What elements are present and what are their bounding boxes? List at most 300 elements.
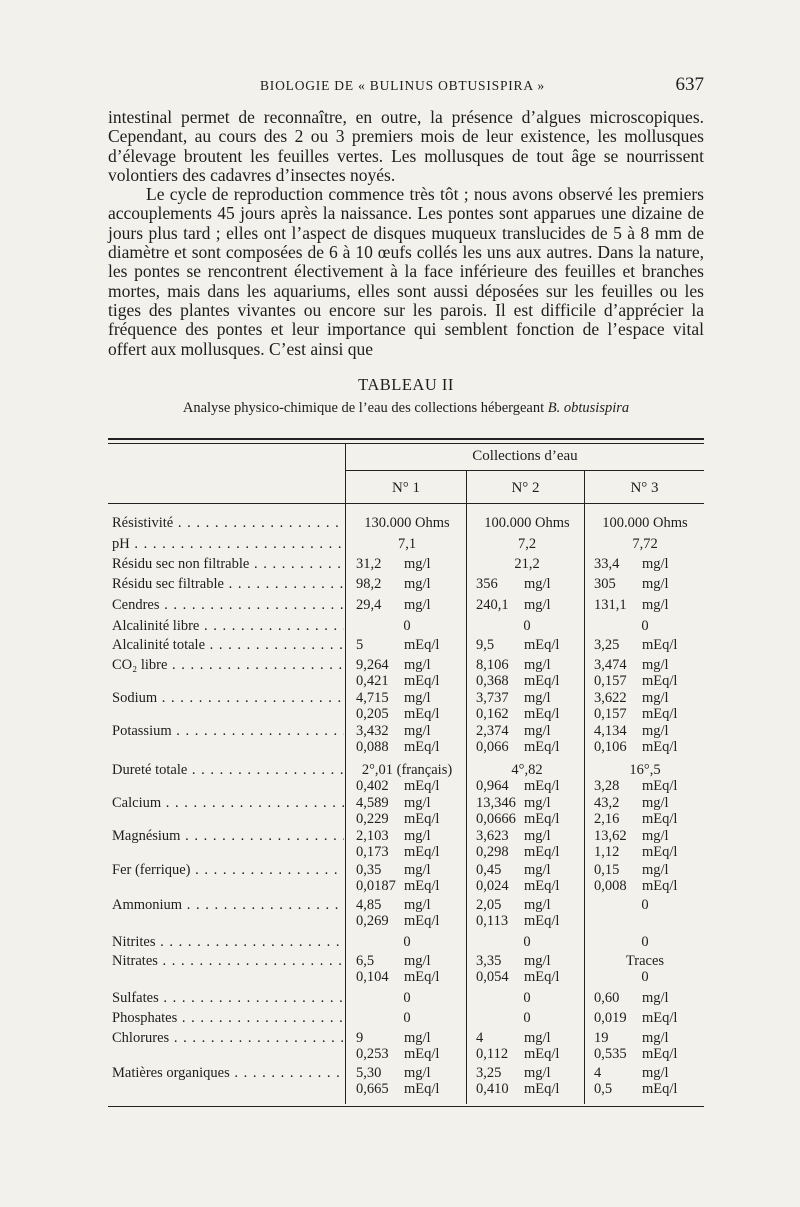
- cell-value: 2,103: [356, 828, 389, 844]
- cell-value: 0,104: [356, 969, 389, 985]
- cell-text: 7,72: [632, 536, 658, 552]
- cell-unit: mg/l: [524, 1030, 551, 1046]
- cell-line: [468, 1081, 586, 1097]
- cell-unit: mg/l: [642, 597, 669, 613]
- row-label: Résidu sec non filtrable . . .: [112, 556, 344, 572]
- row-label: Matières organiques . . .: [112, 1065, 344, 1081]
- table-cell: [586, 762, 704, 794]
- cell-line: [586, 862, 704, 878]
- cell-line: [468, 878, 586, 894]
- cell-value: 0,298: [476, 844, 509, 860]
- cell-line: [586, 739, 704, 755]
- table-cell: [348, 990, 466, 1006]
- cell-unit: mg/l: [642, 657, 669, 673]
- table-cell: [348, 536, 466, 552]
- cell-unit: mg/l: [524, 690, 551, 706]
- table-cell: [348, 934, 466, 950]
- table-cell: [468, 862, 586, 894]
- cell-text: 0: [403, 618, 411, 634]
- table-cell: [348, 762, 466, 794]
- cell-value: 0,253: [356, 1046, 389, 1062]
- table-cell: [468, 723, 586, 755]
- table-cell: [468, 618, 586, 634]
- table-caption-species: B. obtusispira: [547, 400, 630, 416]
- cell-value: 3,25: [594, 637, 620, 653]
- table-cell: [348, 1065, 466, 1097]
- column-divider-2: [466, 471, 467, 1104]
- cell-unit: mEq/l: [642, 878, 678, 894]
- row-label: Magnésium . . .: [112, 828, 344, 844]
- cell-line: [348, 778, 466, 794]
- cell-unit: mg/l: [642, 828, 669, 844]
- cell-unit: mEq/l: [404, 637, 440, 653]
- table-cell: [468, 576, 586, 592]
- cell-unit: mEq/l: [524, 811, 560, 827]
- cell-value: 4,715: [356, 690, 389, 706]
- cell-unit: mg/l: [642, 1065, 669, 1081]
- cell-line: [348, 723, 466, 739]
- cell-unit: mEq/l: [404, 739, 440, 755]
- cell-line: [586, 576, 704, 592]
- cell-unit: mEq/l: [524, 637, 560, 653]
- table-cell: [468, 657, 586, 689]
- cell-value: 305: [594, 576, 616, 592]
- table-cell: [348, 862, 466, 894]
- row-label: Calcium . . .: [112, 795, 344, 811]
- table-caption: [108, 400, 704, 417]
- cell-unit: mg/l: [524, 795, 551, 811]
- table-top-rule-thick: [108, 438, 704, 440]
- table-cell: [586, 1030, 704, 1062]
- table-cell: [586, 536, 704, 552]
- cell-line: [586, 597, 704, 613]
- cell-value: 13,346: [476, 795, 516, 811]
- cell-value: 0,410: [476, 1081, 509, 1097]
- cell-unit: mg/l: [642, 556, 669, 572]
- cell-line: [586, 990, 704, 1006]
- cell-unit: mg/l: [404, 862, 431, 878]
- cell-unit: mEq/l: [642, 706, 678, 722]
- cell-line: [348, 576, 466, 592]
- cell-unit: mEq/l: [524, 1046, 560, 1062]
- cell-value: 0,112: [476, 1046, 509, 1062]
- table-cell: [586, 1065, 704, 1097]
- cell-unit: mEq/l: [404, 1081, 440, 1097]
- row-label: Phosphates . . .: [112, 1010, 344, 1026]
- cell-unit: mEq/l: [404, 878, 440, 894]
- table-cell: [348, 795, 466, 827]
- cell-line: [586, 1010, 704, 1026]
- table-cell: [468, 1010, 586, 1026]
- cell-value: 19: [594, 1030, 609, 1046]
- cell-unit: mg/l: [404, 597, 431, 613]
- table-cell: [586, 597, 704, 613]
- cell-value: 0,0666: [476, 811, 516, 827]
- table-cell: [468, 990, 586, 1006]
- table-cell: [468, 597, 586, 613]
- cell-unit: mg/l: [404, 556, 431, 572]
- cell-value: 0,019: [594, 1010, 627, 1026]
- cell-value: 9,264: [356, 657, 389, 673]
- table-cell: [348, 828, 466, 860]
- cell-value: 13,62: [594, 828, 627, 844]
- cell-unit: mg/l: [524, 657, 551, 673]
- cell-line: [468, 576, 586, 592]
- cell-value: 240,1: [476, 597, 509, 613]
- cell-unit: mg/l: [404, 897, 431, 913]
- cell-unit: mg/l: [524, 862, 551, 878]
- cell-unit: mEq/l: [642, 778, 678, 794]
- row-label: Cendres . . .: [112, 597, 344, 613]
- cell-text: 0: [403, 934, 411, 950]
- cell-unit: mg/l: [524, 597, 551, 613]
- cell-value: 4,134: [594, 723, 627, 739]
- table-cell: [468, 556, 586, 572]
- table-cell: [468, 795, 586, 827]
- running-title: BIOLOGIE DE « BULINUS OBTUSISPIRA »: [260, 78, 545, 93]
- table-cell: [586, 828, 704, 860]
- cell-text: Traces: [625, 953, 665, 969]
- cell-text: 0: [403, 1010, 411, 1026]
- running-head: [108, 74, 704, 98]
- column-header-1: N° 1: [391, 480, 421, 496]
- cell-text: 7,1: [397, 536, 417, 552]
- cell-value: 0,421: [356, 673, 389, 689]
- table-cell: [348, 953, 466, 985]
- cell-line: [468, 862, 586, 878]
- cell-line: [468, 1046, 586, 1062]
- cell-unit: mEq/l: [642, 673, 678, 689]
- cell-text: 100.000 Ohms: [484, 515, 570, 531]
- cell-line: [348, 862, 466, 878]
- cell-line: [348, 828, 466, 844]
- cell-value: 0,157: [594, 706, 627, 722]
- cell-line: [348, 706, 466, 722]
- cell-value: 0,229: [356, 811, 389, 827]
- table-cell: [348, 897, 466, 929]
- cell-value: 5: [356, 637, 364, 653]
- cell-unit: mEq/l: [524, 1081, 560, 1097]
- table-cell: [468, 1030, 586, 1062]
- cell-value: 0,45: [476, 862, 502, 878]
- cell-value: 3,35: [476, 953, 502, 969]
- row-label: CO₂ libre . . .: [112, 657, 344, 673]
- cell-value: 131,1: [594, 597, 627, 613]
- cell-line: [468, 637, 586, 653]
- row-label: Alcalinité totale . . .: [112, 637, 344, 653]
- cell-unit: mEq/l: [404, 913, 440, 929]
- cell-line: [348, 897, 466, 913]
- cell-value: 1,12: [594, 844, 620, 860]
- cell-value: 0,15: [594, 862, 620, 878]
- cell-value: 29,4: [356, 597, 382, 613]
- cell-unit: mg/l: [642, 576, 669, 592]
- cell-unit: mEq/l: [524, 778, 560, 794]
- cell-unit: mg/l: [524, 1065, 551, 1081]
- cell-line: [468, 778, 586, 794]
- cell-value: 0,35: [356, 862, 382, 878]
- table-cell: [586, 618, 704, 634]
- cell-unit: mg/l: [404, 1065, 431, 1081]
- cell-line: [586, 795, 704, 811]
- cell-value: 2,05: [476, 897, 502, 913]
- cell-value: 0,60: [594, 990, 620, 1006]
- cell-unit: mg/l: [404, 723, 431, 739]
- cell-text: 0: [523, 1010, 531, 1026]
- cell-value: 4: [594, 1065, 602, 1081]
- row-label: Résidu sec filtrable . . .: [112, 576, 344, 592]
- cell-value: 5,30: [356, 1065, 382, 1081]
- cell-unit: mEq/l: [524, 673, 560, 689]
- cell-line: [468, 690, 586, 706]
- row-label: Nitrates . . .: [112, 953, 344, 969]
- cell-value: 9,5: [476, 637, 495, 653]
- cell-unit: mEq/l: [524, 969, 560, 985]
- cell-value: 4,85: [356, 897, 382, 913]
- cell-value: 0,205: [356, 706, 389, 722]
- cell-line: [468, 897, 586, 913]
- cell-unit: mEq/l: [404, 706, 440, 722]
- table-cell: [468, 762, 586, 794]
- cell-unit: mEq/l: [404, 844, 440, 860]
- cell-value: 3,28: [594, 778, 620, 794]
- cell-line: [348, 795, 466, 811]
- cell-value: 0,162: [476, 706, 509, 722]
- cell-line: [586, 706, 704, 722]
- cell-unit: mg/l: [404, 576, 431, 592]
- cell-unit: mEq/l: [404, 673, 440, 689]
- cell-value: 0,0187: [356, 878, 396, 894]
- cell-unit: mEq/l: [642, 739, 678, 755]
- cell-unit: mEq/l: [524, 739, 560, 755]
- cell-value: 0,088: [356, 739, 389, 755]
- table-cell: [586, 723, 704, 755]
- cell-value: 0,106: [594, 739, 627, 755]
- table-cell: [586, 862, 704, 894]
- table-cell: [586, 556, 704, 572]
- cell-value: 98,2: [356, 576, 382, 592]
- cell-line: [468, 811, 586, 827]
- row-label: Ammonium . . .: [112, 897, 344, 913]
- cell-line: [586, 878, 704, 894]
- cell-line: [468, 953, 586, 969]
- cell-line: [468, 657, 586, 673]
- cell-line: [348, 878, 466, 894]
- table-cell: [348, 637, 466, 653]
- row-label: Fer (ferrique) . . .: [112, 862, 344, 878]
- cell-value: 0,665: [356, 1081, 389, 1097]
- cell-unit: mg/l: [642, 862, 669, 878]
- cell-unit: mEq/l: [642, 1081, 678, 1097]
- cell-line: [348, 597, 466, 613]
- cell-line: [468, 828, 586, 844]
- cell-line: [468, 913, 586, 929]
- table-cell: [586, 897, 704, 913]
- table-bottom-rule: [108, 1106, 704, 1107]
- cell-line: [586, 1030, 704, 1046]
- cell-text: 0: [523, 618, 531, 634]
- table-cell: [468, 897, 586, 929]
- cell-line: [586, 1065, 704, 1081]
- cell-text: 0: [403, 990, 411, 1006]
- cell-line: [586, 1081, 704, 1097]
- row-label: Dureté totale . . .: [112, 762, 344, 778]
- cell-line: [586, 657, 704, 673]
- table-cell: [348, 723, 466, 755]
- cell-line: [468, 723, 586, 739]
- page-number: 637: [675, 74, 704, 95]
- table-cell: [348, 597, 466, 613]
- table-cell: [348, 690, 466, 722]
- cell-value: 33,4: [594, 556, 620, 572]
- cell-unit: mg/l: [404, 828, 431, 844]
- body-text: [108, 108, 704, 359]
- cell-line: [586, 637, 704, 653]
- cell-line: [348, 969, 466, 985]
- column-header-2: N° 2: [511, 480, 540, 496]
- cell-unit: mEq/l: [524, 913, 560, 929]
- cell-value: 3,25: [476, 1065, 502, 1081]
- cell-unit: mEq/l: [642, 637, 678, 653]
- table-cell: [468, 637, 586, 653]
- column-divider-1: [345, 444, 346, 1104]
- cell-value: 3,623: [476, 828, 509, 844]
- table-cell: [468, 934, 586, 950]
- cell-text: 0: [523, 934, 531, 950]
- cell-line: [586, 828, 704, 844]
- cell-line: [348, 657, 466, 673]
- cell-line: [468, 1030, 586, 1046]
- cell-text: 0: [641, 934, 649, 950]
- paragraph-1: intestinal permet de reconnaître, en outre, la présence d’algues microscopiques. Cependant, au cours des 2 ou 3 premiers mois de leur existence, les mollusques d’élevage broutent les feuilles vertes. Les mollusques de tout âge se nourrissent volontiers des cadavres d’insectes noyés.: [108, 107, 704, 185]
- cell-unit: mg/l: [404, 795, 431, 811]
- cell-value: 4: [476, 1030, 484, 1046]
- cell-unit: mg/l: [642, 723, 669, 739]
- row-label: Nitrites . . .: [112, 934, 344, 950]
- cell-text: 0: [641, 897, 649, 913]
- cell-unit: mEq/l: [642, 1046, 678, 1062]
- cell-unit: mg/l: [404, 657, 431, 673]
- cell-text: 2°,01 (français): [361, 762, 453, 778]
- cell-value: 31,2: [356, 556, 382, 572]
- row-label: Sulfates . . .: [112, 990, 344, 1006]
- cell-unit: mEq/l: [642, 1010, 678, 1026]
- cell-value: 3,737: [476, 690, 509, 706]
- cell-line: [468, 844, 586, 860]
- table-cell: [586, 990, 704, 1006]
- cell-value: 43,2: [594, 795, 620, 811]
- cell-line: [586, 723, 704, 739]
- table-cell: [586, 953, 704, 985]
- cell-line: [586, 673, 704, 689]
- cell-value: 0,368: [476, 673, 509, 689]
- cell-value: 8,106: [476, 657, 509, 673]
- table-cell: [348, 576, 466, 592]
- cell-line: [586, 811, 704, 827]
- cell-value: 0,964: [476, 778, 509, 794]
- cell-line: [348, 556, 466, 572]
- cell-text: 0: [641, 618, 649, 634]
- row-label: Alcalinité libre . . .: [112, 618, 344, 634]
- cell-unit: mg/l: [642, 690, 669, 706]
- table-top-rule-thin: [108, 443, 704, 444]
- row-label: Sodium . . .: [112, 690, 344, 706]
- cell-value: 0,5: [594, 1081, 613, 1097]
- row-label: Chlorures . . .: [112, 1030, 344, 1046]
- table-cell: [468, 1065, 586, 1097]
- table-cell: [348, 1030, 466, 1062]
- cell-line: [348, 739, 466, 755]
- table-cell: [468, 828, 586, 860]
- table-cell: [468, 536, 586, 552]
- cell-line: [468, 706, 586, 722]
- table-cell: [348, 1010, 466, 1026]
- table-cell: [586, 657, 704, 689]
- table-cell: [348, 618, 466, 634]
- cell-line: [348, 673, 466, 689]
- cell-value: 0,157: [594, 673, 627, 689]
- cell-value: 2,374: [476, 723, 509, 739]
- table-cell: [586, 934, 704, 950]
- table-cell: [468, 690, 586, 722]
- cell-unit: mg/l: [404, 1030, 431, 1046]
- cell-text: 0: [641, 969, 649, 985]
- table-cell: [468, 953, 586, 985]
- cell-value: 3,622: [594, 690, 627, 706]
- cell-unit: mg/l: [642, 990, 669, 1006]
- cell-value: 9: [356, 1030, 364, 1046]
- cell-line: [348, 637, 466, 653]
- table-cell: [468, 515, 586, 531]
- cell-value: 0,269: [356, 913, 389, 929]
- cell-value: 356: [476, 576, 498, 592]
- cell-value: 3,474: [594, 657, 627, 673]
- column-header-3: N° 3: [630, 480, 659, 496]
- table-cell: [348, 515, 466, 531]
- cell-unit: mg/l: [524, 576, 551, 592]
- cell-value: 0,173: [356, 844, 389, 860]
- cell-line: [586, 778, 704, 794]
- table-title: TABLEAU II: [358, 375, 454, 394]
- cell-text: 16°,5: [629, 762, 661, 778]
- cell-value: 0,024: [476, 878, 509, 894]
- cell-line: [348, 844, 466, 860]
- row-label: pH . . .: [112, 536, 344, 552]
- cell-unit: mg/l: [524, 953, 551, 969]
- cell-text: 0: [523, 990, 531, 1006]
- cell-value: 0,535: [594, 1046, 627, 1062]
- cell-value: 0,066: [476, 739, 509, 755]
- cell-value: 0,054: [476, 969, 509, 985]
- cell-value: 0,008: [594, 878, 627, 894]
- cell-unit: mEq/l: [524, 878, 560, 894]
- table-cell: [586, 515, 704, 531]
- cell-unit: mg/l: [404, 690, 431, 706]
- group-header: Collections d’eau: [472, 448, 578, 464]
- cell-value: 0,402: [356, 778, 389, 794]
- cell-line: [586, 844, 704, 860]
- table-cell: [348, 556, 466, 572]
- cell-unit: mEq/l: [642, 844, 678, 860]
- cell-line: [348, 1081, 466, 1097]
- cell-unit: mEq/l: [404, 811, 440, 827]
- cell-unit: mg/l: [524, 828, 551, 844]
- cell-text: 7,2: [517, 536, 537, 552]
- table-cell: [586, 690, 704, 722]
- cell-line: [586, 1046, 704, 1062]
- row-label: Résistivité . . .: [112, 515, 344, 531]
- cell-value: 0,113: [476, 913, 509, 929]
